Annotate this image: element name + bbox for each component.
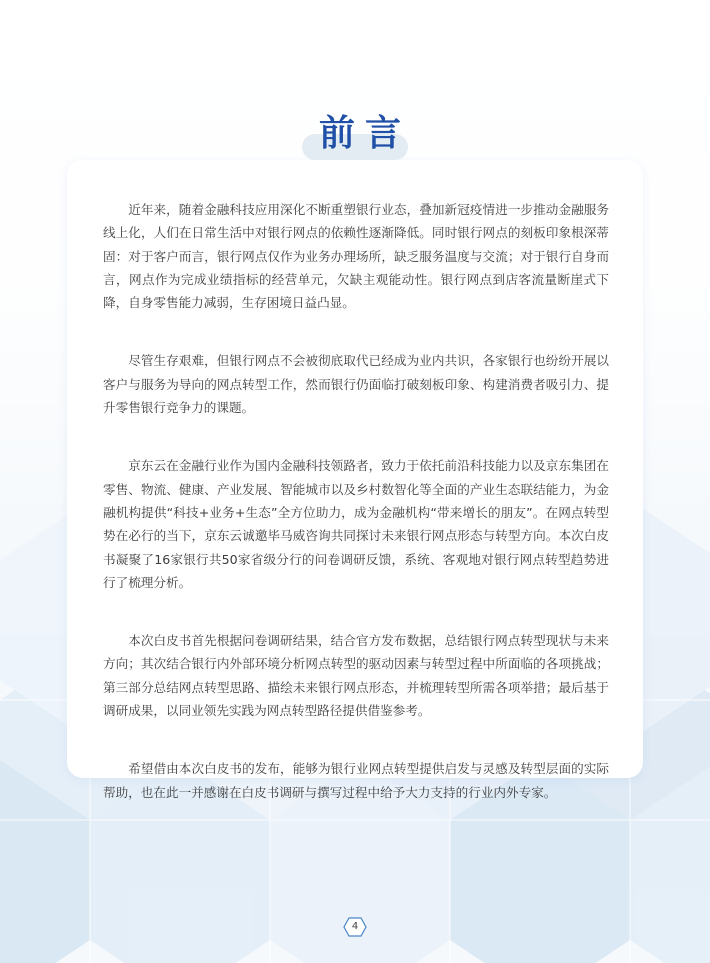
paragraph: 希望借由本次白皮书的发布，能够为银行业网点转型提供启发与灵感及转型层面的实际帮助，也在此一并感谢在白皮书调研与撰写过程中给予大力支持的行业内外专家。 xyxy=(103,761,609,800)
paragraph: 尽管生存艰难，但银行网点不会被彻底取代已经成为业内共识，各家银行也纷纷开展以客户与服务为导向的网点转型工作，然而银行仍面临打破刻板印象、构建消费者吸引力、提升零售银行竞争力的课题。 xyxy=(103,353,609,416)
paragraph: 近年来，随着金融科技应用深化不断重塑银行业态，叠加新冠疫情进一步推动金融服务线上化，人们在日常生活中对银行网点的依赖性逐渐降低。同时银行网点的刻板印象根深蒂固：对于客户而言，银行网点仅作为业务办理场所，缺乏服务温度与交流；对于银行自身而言，网点作为完成业绩指标的经营单元，欠缺主观能动性。银行网点到店客流量断崖式下降，自身零售能力减弱，生存困境日益凸显。 xyxy=(103,202,609,311)
paragraph: 京东云在金融行业作为国内金融科技领路者，致力于依托前沿科技能力以及京东集团在零售、物流、健康、产业发展、智能城市以及乡村数智化等全面的产业生态联结能力，为金融机构提供“科技+业务+生态”全方位助力，成为金融机构“带来增长的朋友”。在网点转型势在必行的当下，京东云诚邀毕马威咨询共同探讨未来银行网点形态与转型方向。本次白皮书凝聚了16家银行共50家省级分行的问卷调研反馈，系统、客观地对银行网点转型趋势进行了梳理分析。 xyxy=(103,458,609,590)
page-title: 前言 xyxy=(318,113,411,154)
page-header xyxy=(0,108,710,168)
preface-body xyxy=(103,198,609,839)
paragraph: 本次白皮书首先根据问卷调研结果，结合官方发布数据，总结银行网点转型现状与未来方向；其次结合银行内外部环境分析网点转型的驱动因素与转型过程中所面临的各项挑战；第三部分总结网点转型思路、描绘未来银行网点形态，并梳理转型所需各项举措；最后基于调研成果，以同业领先实践为网点转型路径提供借鉴参考。 xyxy=(103,633,609,719)
page-number: 4 xyxy=(351,921,359,932)
page-number-badge xyxy=(343,917,367,937)
